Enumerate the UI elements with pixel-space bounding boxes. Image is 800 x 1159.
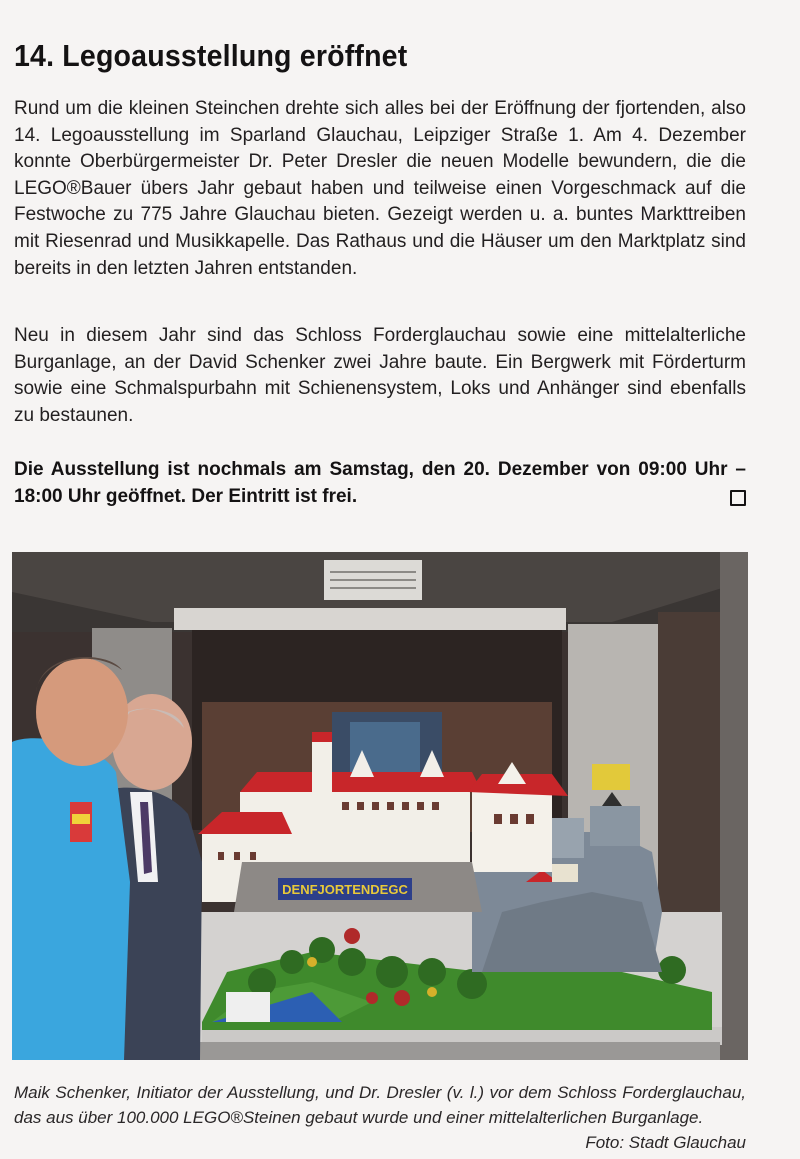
- ceiling-beam: [174, 608, 566, 630]
- article-paragraph-1: Rund um die kleinen Steinchen drehte sich alles bei der Eröffnung der fjortenden, also 14. Legoausstellung im Sparland Glauchau, Leipziger Straße 1. Am 4. Dezember konnte Oberbürgermeister Dr. Peter Dresler die neuen Modelle bewundern, die die LEGO®Bauer übers Jahr gebaut haben und teilweise einen Vorgeschmack auf die Festwoche zu 775 Jahre Glauchau bieten. Gezeigt werden u. a. buntes Markttreiben mit Riesenrad und Musikkapelle. Das Rathaus und die Häuser um den Marktplatz sind bereits in den letzten Jahren entstanden.: [14, 98, 746, 279]
- article-opening-notice: [14, 457, 746, 510]
- caption-text: Maik Schenker, Initiator der Ausstellung, und Dr. Dresler (v. l.) vor dem Schloss Forderglauchau, das aus über 100.000 LEGO®Steinen gebaut wurde und einer mittelalterlichen Burganlage.: [14, 1083, 746, 1127]
- notice-text: Die Ausstellung ist nochmals am Samstag, den 20. Dezember von 09:00 Uhr – 18:00 Uhr geöffnet. Der Eintritt ist frei.: [14, 459, 746, 507]
- article-headline: 14. Legoausstellung eröffnet: [14, 38, 408, 73]
- sign-label: DENFJORTENDEGC: [282, 882, 408, 897]
- photo-lego-exhibition: [12, 552, 748, 1060]
- photo-caption: [14, 1080, 746, 1155]
- end-of-article-mark: [730, 490, 746, 506]
- wall-sign: [592, 764, 630, 790]
- exhibition-photo: [12, 552, 748, 1060]
- article-paragraph-2: Neu in diesem Jahr sind das Schloss Forderglauchau sowie eine mittelalterliche Burganlage, an der David Schenker zwei Jahre baute. Ein Bergwerk mit Förderturm sowie eine Schmalspurbahn mit Schienensystem, Loks und Anhänger sind ebenfalls zu bestaunen.: [14, 325, 746, 426]
- info-card: [226, 992, 270, 1022]
- photo-credit: Foto: Stadt Glauchau: [585, 1133, 746, 1152]
- man-in-blue-shirt: [12, 738, 130, 1060]
